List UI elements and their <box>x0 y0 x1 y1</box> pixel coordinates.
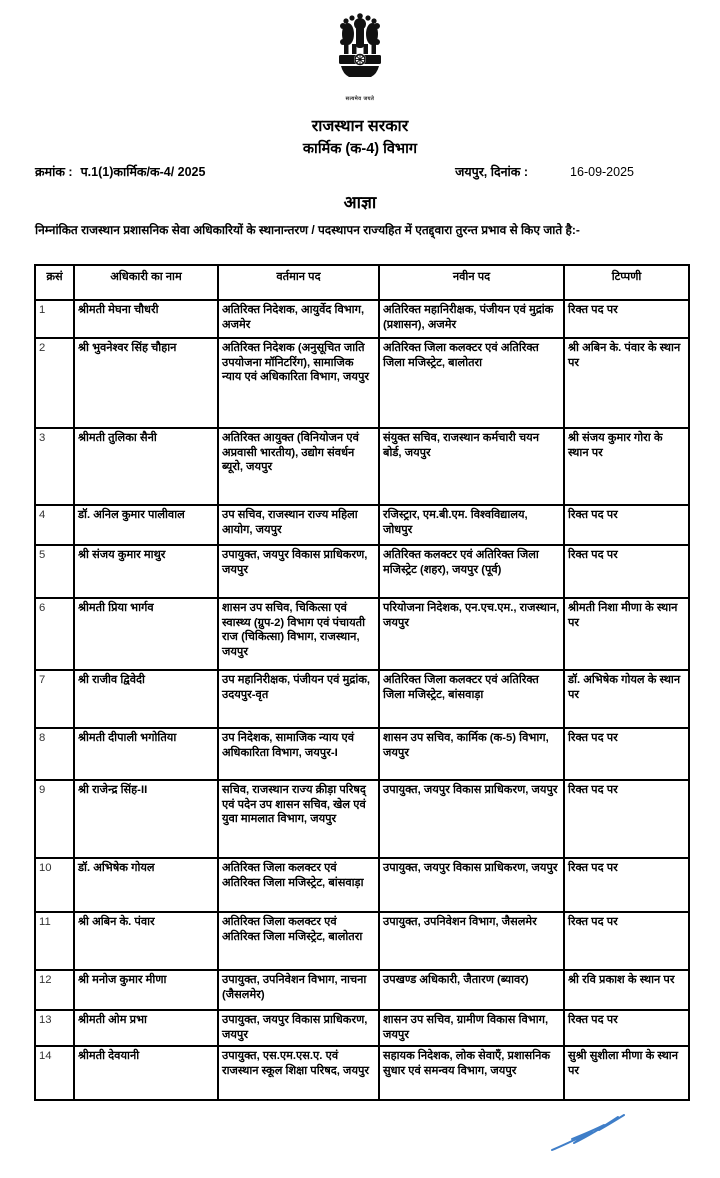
table-cell: उपायुक्त, जयपुर विकास प्राधिकरण, जयपुर <box>218 1010 379 1046</box>
table-cell: 1 <box>35 300 74 338</box>
table-cell: उपायुक्त, उपनिवेशन विभाग, नाचना (जैसलमेर) <box>218 970 379 1010</box>
table-cell: श्रीमती निशा मीणा के स्थान पर <box>564 598 689 670</box>
table-row <box>35 728 689 780</box>
table-cell: शासन उप सचिव, कार्मिक (क-5) विभाग, जयपुर <box>379 728 564 780</box>
ashoka-emblem-icon <box>331 12 389 90</box>
order-date: 16-09-2025 <box>570 165 634 179</box>
table-cell: उपायुक्त, एस.एम.एस.ए. एवं राजस्थान स्कूल शिक्षा परिषद, जयपुर <box>218 1046 379 1100</box>
table-cell: श्रीमती दीपाली भगोतिया <box>74 728 218 780</box>
table-cell: अतिरिक्त आयुक्त (विनियोजन एवं अप्रवासी भारतीय), उद्योग संवर्धन ब्यूरो, जयपुर <box>218 428 379 505</box>
table-cell: सचिव, राजस्थान राज्य क्रीड़ा परिषद् एवं पदेन उप शासन सचिव, खेल एवं युवा मामलात विभाग, जयपुर <box>218 780 379 858</box>
table-cell: श्री संजय कुमार गोरा के स्थान पर <box>564 428 689 505</box>
table-cell: डॉ. अभिषेक गोयल के स्थान पर <box>564 670 689 728</box>
table-cell: श्रीमती प्रिया भार्गव <box>74 598 218 670</box>
table-cell: अतिरिक्त जिला कलक्टर एवं अतिरिक्त जिला मजिस्ट्रेट, बांसवाड़ा <box>379 670 564 728</box>
table-cell: अतिरिक्त कलक्टर एवं अतिरिक्त जिला मजिस्ट्रेट (शहर), जयपुर (पूर्व) <box>379 545 564 598</box>
table-cell: 5 <box>35 545 74 598</box>
table-cell: रिक्त पद पर <box>564 1010 689 1046</box>
table-cell: अतिरिक्त जिला कलक्टर एवं अतिरिक्त जिला मजिस्ट्रेट, बांसवाड़ा <box>218 858 379 912</box>
order-title: आज्ञा <box>343 193 377 212</box>
column-header: अधिकारी का नाम <box>74 265 218 300</box>
table-row <box>35 1046 689 1100</box>
ref-number-value: प.1(1)कार्मिक/क-4/ 2025 <box>80 165 206 179</box>
table-cell: 3 <box>35 428 74 505</box>
table-cell: 13 <box>35 1010 74 1046</box>
emblem-caption: सत्यमेव जयते <box>345 96 375 102</box>
table-cell: रजिस्ट्रार, एम.बी.एम. विश्वविद्यालय, जोधपुर <box>379 505 564 545</box>
table-cell: उप सचिव, राजस्थान राज्य महिला आयोग, जयपुर <box>218 505 379 545</box>
table-cell: श्रीमती मेघना चौधरी <box>74 300 218 338</box>
table-cell: रिक्त पद पर <box>564 505 689 545</box>
table-cell: 2 <box>35 338 74 428</box>
table-row <box>35 598 689 670</box>
government-title: राजस्थान सरकार <box>311 118 409 135</box>
column-header: टिप्पणी <box>564 265 689 300</box>
table-cell: उप निदेशक, सामाजिक न्याय एवं अधिकारिता विभाग, जयपुर-I <box>218 728 379 780</box>
table-cell: शासन उप सचिव, चिकित्सा एवं स्वास्थ्य (ग्रुप-2) विभाग एवं पंचायती राज (चिकित्सा) विभाग, राजस्थान, जयपुर <box>218 598 379 670</box>
table-cell: सुश्री सुशीला मीणा के स्थान पर <box>564 1046 689 1100</box>
table-row <box>35 912 689 970</box>
table-cell: 6 <box>35 598 74 670</box>
national-emblem <box>0 12 720 102</box>
signature-strokes <box>552 1115 624 1150</box>
intro-paragraph: निम्नांकित राजस्थान प्रशासनिक सेवा अधिकारियों के स्थानान्तरण / पदस्थापन राज्यहित में एतद्द्वारा तुरन्त प्रभाव से किए जाते है:- <box>35 223 580 237</box>
table-cell: 9 <box>35 780 74 858</box>
table-cell: परियोजना निदेशक, एन.एच.एम., राजस्थान, जयपुर <box>379 598 564 670</box>
table-cell: अतिरिक्त निदेशक, आयुर्वेद विभाग, अजमेर <box>218 300 379 338</box>
table-cell: श्रीमती ओम प्रभा <box>74 1010 218 1046</box>
column-header: क्रसं <box>35 265 74 300</box>
table-header-row <box>35 265 689 300</box>
table-row <box>35 338 689 428</box>
table-cell: 14 <box>35 1046 74 1100</box>
table-row <box>35 858 689 912</box>
table-cell: उपायुक्त, जयपुर विकास प्राधिकरण, जयपुर <box>379 858 564 912</box>
table-cell: उपायुक्त, जयपुर विकास प्राधिकरण, जयपुर <box>379 780 564 858</box>
table-cell: अतिरिक्त महानिरीक्षक, पंजीयन एवं मुद्रांक (प्रशासन), अजमेर <box>379 300 564 338</box>
table-cell: 4 <box>35 505 74 545</box>
table-cell: अतिरिक्त जिला कलक्टर एवं अतिरिक्त जिला मजिस्ट्रेट, बालोतरा <box>218 912 379 970</box>
table-cell: रिक्त पद पर <box>564 300 689 338</box>
table-cell: 8 <box>35 728 74 780</box>
table-row <box>35 1010 689 1046</box>
transfer-table-container <box>34 264 688 1101</box>
table-cell: डॉ. अनिल कुमार पालीवाल <box>74 505 218 545</box>
table-cell: रिक्त पद पर <box>564 858 689 912</box>
transfer-table <box>34 264 690 1101</box>
table-cell: शासन उप सचिव, ग्रामीण विकास विभाग, जयपुर <box>379 1010 564 1046</box>
table-cell: 12 <box>35 970 74 1010</box>
table-cell: रिक्त पद पर <box>564 728 689 780</box>
table-cell: श्रीमती तुलिका सैनी <box>74 428 218 505</box>
reference-line <box>35 163 686 180</box>
table-row <box>35 300 689 338</box>
column-header: वर्तमान पद <box>218 265 379 300</box>
table-row <box>35 670 689 728</box>
table-cell: श्री राजीव द्विवेदी <box>74 670 218 728</box>
table-cell: संयुक्त सचिव, राजस्थान कर्मचारी चयन बोर्ड, जयपुर <box>379 428 564 505</box>
table-cell: श्री मनोज कुमार मीणा <box>74 970 218 1010</box>
table-cell: श्री संजय कुमार माथुर <box>74 545 218 598</box>
table-cell: श्री रवि प्रकाश के स्थान पर <box>564 970 689 1010</box>
table-cell: 10 <box>35 858 74 912</box>
department-title: कार्मिक (क-4) विभाग <box>302 141 418 157</box>
table-cell: अतिरिक्त निदेशक (अनुसूचित जाति उपयोजना मॉनिटरिंग), सामाजिक न्याय एवं अधिकारिता विभाग, जयपुर <box>218 338 379 428</box>
table-cell: श्रीमती देवयानी <box>74 1046 218 1100</box>
transfer-table-body <box>35 300 689 1100</box>
table-cell: अतिरिक्त जिला कलक्टर एवं अतिरिक्त जिला मजिस्ट्रेट, बालोतरा <box>379 338 564 428</box>
table-cell: रिक्त पद पर <box>564 912 689 970</box>
table-row <box>35 780 689 858</box>
column-header: नवीन पद <box>379 265 564 300</box>
table-cell: श्री अबिन के. पंवार के स्थान पर <box>564 338 689 428</box>
table-cell: सहायक निदेशक, लोक सेवाएँ, प्रशासनिक सुधार एवं समन्वय विभाग, जयपुर <box>379 1046 564 1100</box>
signature-scribble <box>548 1108 630 1161</box>
table-cell: श्री राजेन्द्र सिंह-II <box>74 780 218 858</box>
table-row <box>35 505 689 545</box>
table-cell: रिक्त पद पर <box>564 780 689 858</box>
table-cell: उप महानिरीक्षक, पंजीयन एवं मुद्रांक, उदयपुर-वृत <box>218 670 379 728</box>
table-cell: रिक्त पद पर <box>564 545 689 598</box>
table-cell: 7 <box>35 670 74 728</box>
table-cell: उपायुक्त, उपनिवेशन विभाग, जैसलमेर <box>379 912 564 970</box>
ref-number-label: क्रमांक : <box>35 165 73 179</box>
table-cell: उपखण्ड अधिकारी, जैतारण (ब्यावर) <box>379 970 564 1010</box>
table-cell: 11 <box>35 912 74 970</box>
table-row <box>35 970 689 1010</box>
table-cell: श्री अबिन के. पंवार <box>74 912 218 970</box>
table-cell: डॉ. अभिषेक गोयल <box>74 858 218 912</box>
signature-icon <box>548 1108 630 1156</box>
place-date-label: जयपुर, दिनांक : <box>455 165 529 179</box>
table-cell: उपायुक्त, जयपुर विकास प्राधिकरण, जयपुर <box>218 545 379 598</box>
table-cell: श्री भुवनेश्वर सिंह चौहान <box>74 338 218 428</box>
table-row <box>35 428 689 505</box>
table-row <box>35 545 689 598</box>
